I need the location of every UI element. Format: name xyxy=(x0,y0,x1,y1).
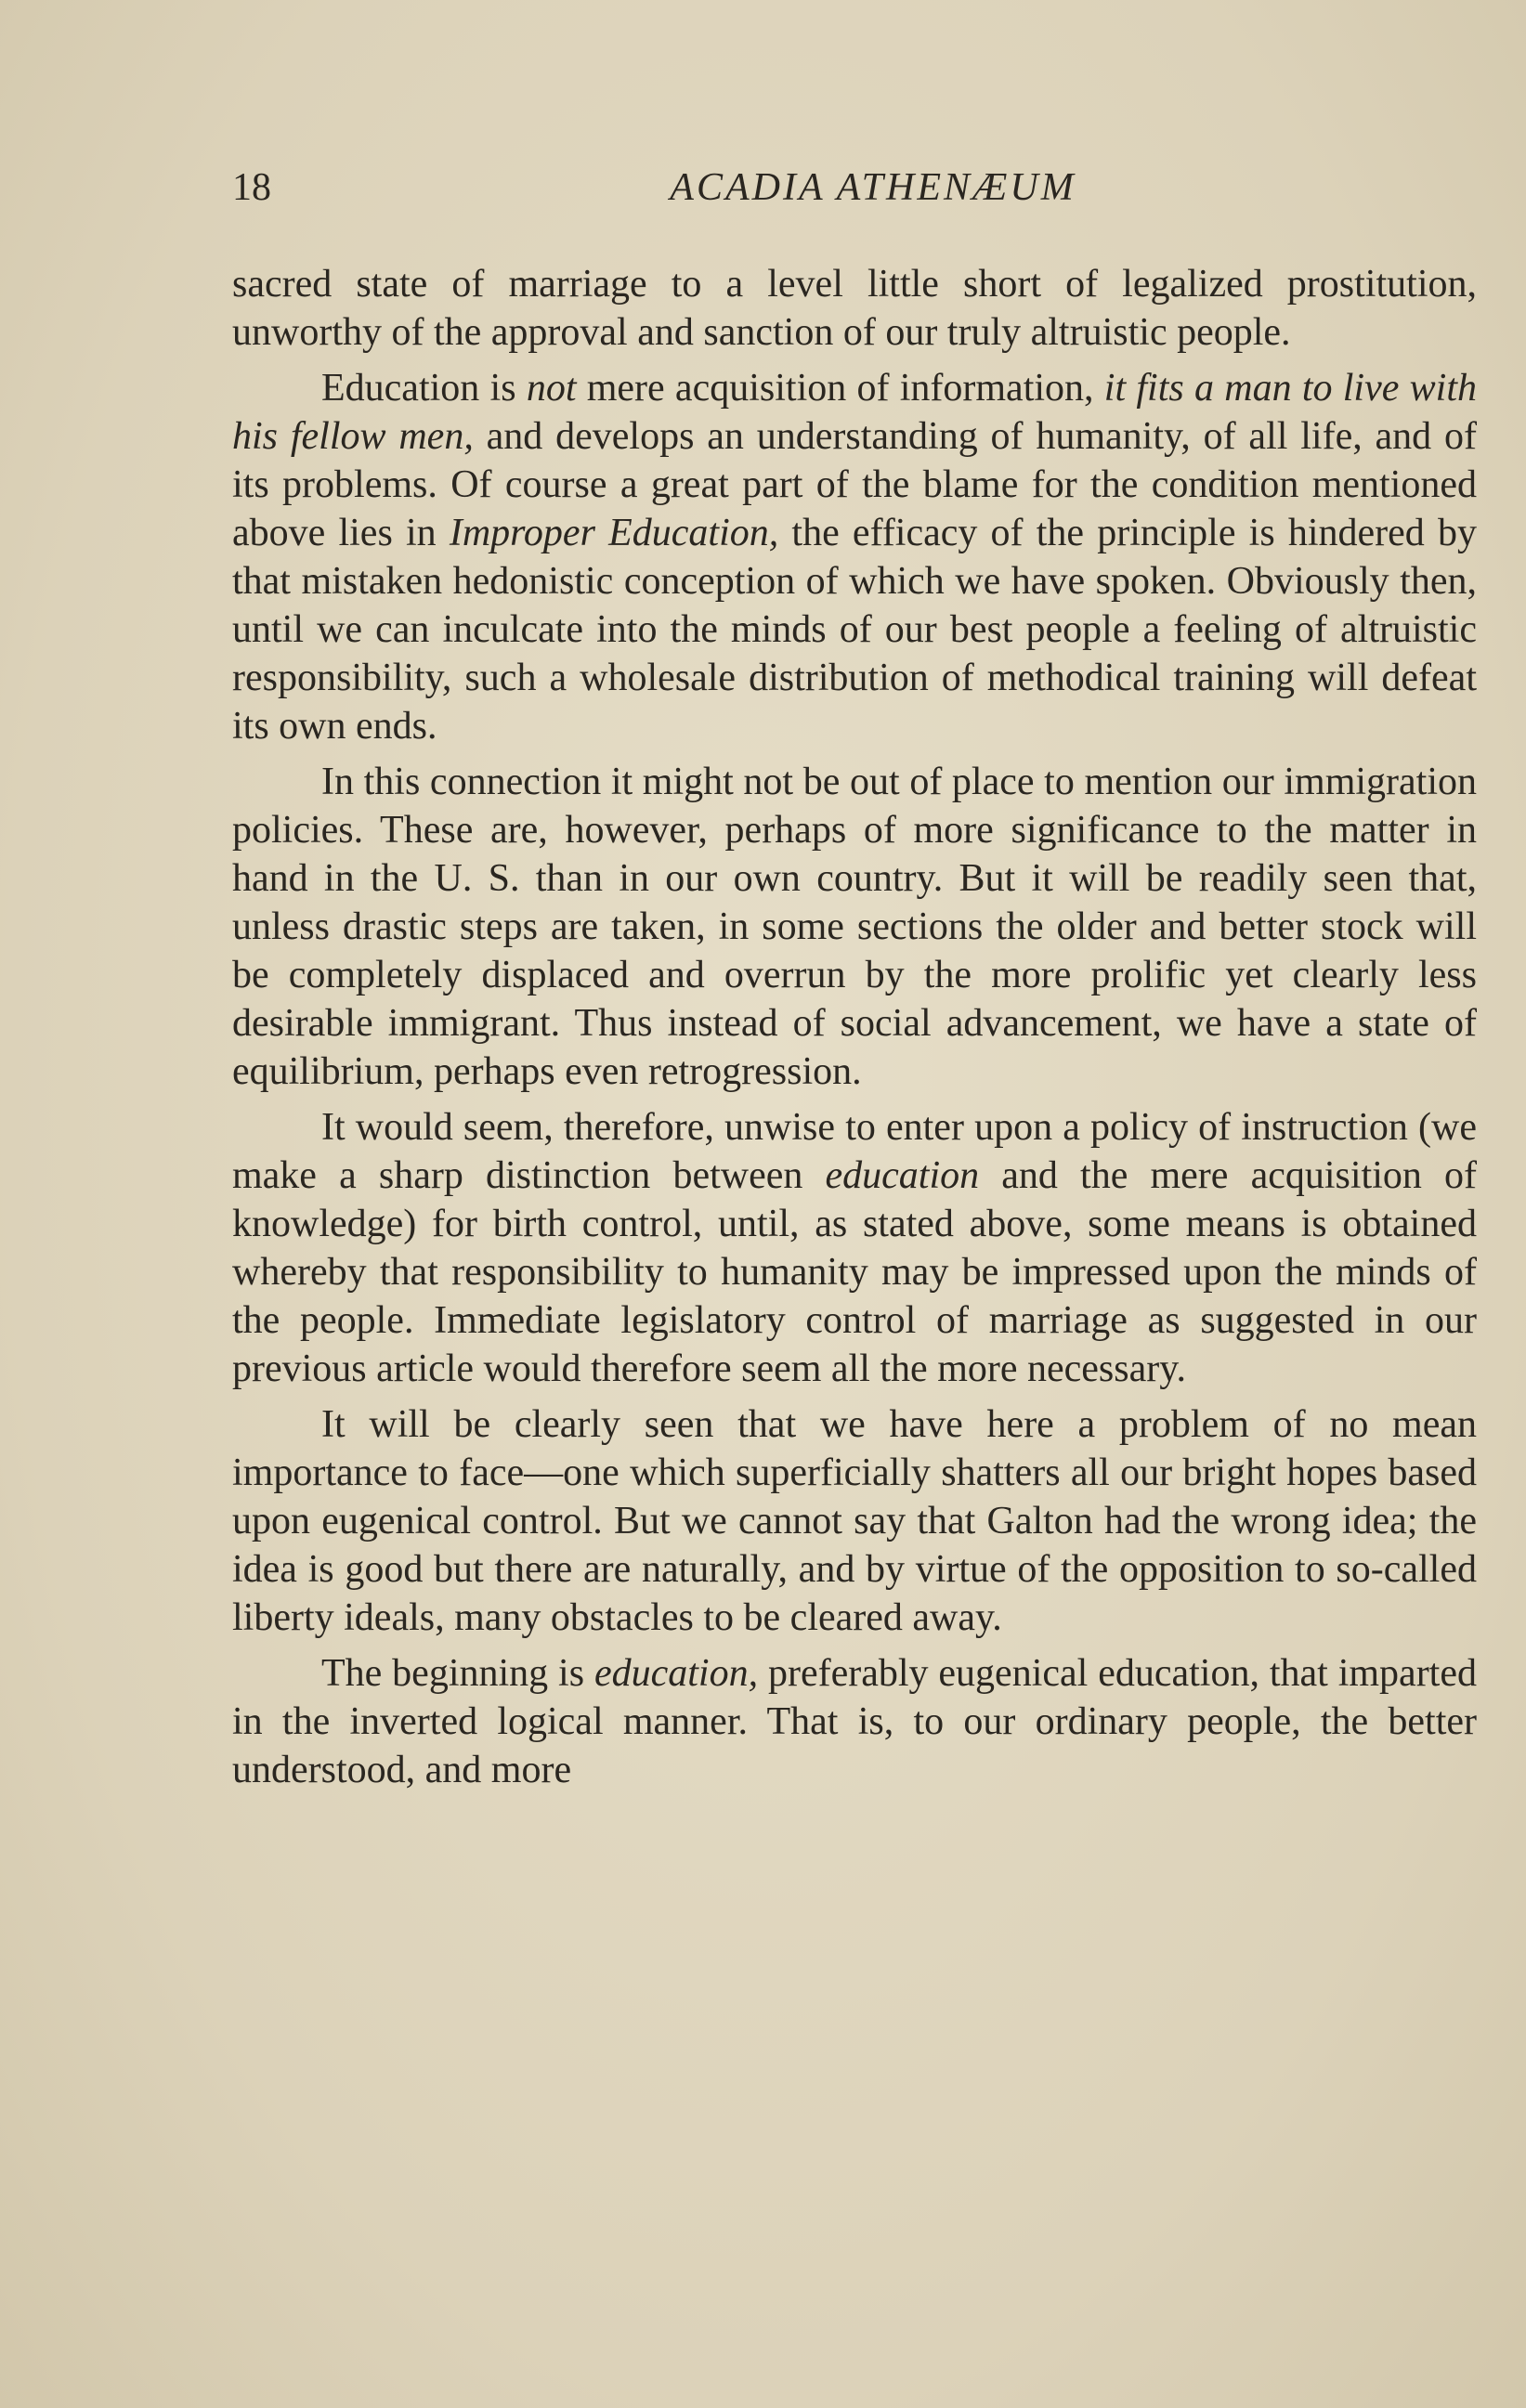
italic-text: Improper Education, xyxy=(449,512,779,554)
paragraph xyxy=(232,758,1477,1096)
text-run: Education is xyxy=(321,367,527,410)
text-run: It would seem, therefore, unwise to enter upon a policy of instruction (we make a sharp distinction between xyxy=(232,1106,1477,1197)
article-body xyxy=(232,260,1477,1802)
text-run: and develops an understanding of humanity, of all life, and of its problems. Of course a great part of the blame for the condition mentioned above lies in xyxy=(232,415,1478,554)
text-run: preferably eugenical education, that imparted in the inverted logical manner. That is, to our ordinary people, the better understood, and more xyxy=(232,1652,1477,1791)
page-header xyxy=(232,165,1477,221)
paragraph xyxy=(232,1649,1477,1794)
paragraph xyxy=(232,260,1477,357)
italic-text: it fits a man to live with his fellow men, xyxy=(232,367,1477,458)
page-number: 18 xyxy=(232,166,271,209)
paragraph xyxy=(232,1400,1477,1642)
text-run: In this connection it might not be out of place to mention our immigration policies. These are, however, perhaps of more significance to the matter in hand in the U. S. than in our own country. But it will be readily seen that, unless drastic steps are taken, in some sections the older and better stock will be completely displaced and overrun by the more prolific yet clearly less desirable immigrant. Thus instead of social advancement, we have a state of equilibrium, perhaps even retrogression. xyxy=(232,761,1477,1093)
paragraph xyxy=(232,364,1477,750)
italic-text: not xyxy=(526,367,577,410)
paragraph xyxy=(232,1103,1477,1393)
text-run: the efficacy of the principle is hindered by that mistaken hedonistic conception of which we have spoken. Obviously then, until we can inculcate into the minds of our best people a feeling of altruistic responsibility, such a wholesale distribution of methodical training will defeat its own ends. xyxy=(232,512,1477,748)
text-run: mere acquisition of information, xyxy=(576,367,1104,410)
text-run: The beginning is xyxy=(321,1652,594,1695)
text-run: It will be clearly seen that we have here a problem of no mean importance to face—one which superficially shatters all our bright hopes based upon eugenical control. But we cannot say that Galton had the wrong idea; the idea is good but there are naturally, and by virtue of the opposition to so-called liberty ideals, many obstacles to be cleared away. xyxy=(232,1403,1477,1639)
running-title: ACADIA ATHENÆUM xyxy=(670,166,1076,209)
italic-text: education, xyxy=(593,1652,759,1695)
italic-text: education xyxy=(825,1154,980,1197)
text-run: and the mere acquisition of knowledge) for birth control, until, as stated above, some means is obtained whereby that responsibility to humanity may be impressed upon the minds of the people. Immediate legislatory control of marriage as suggested in our previous article would therefore seem all the more necessary. xyxy=(232,1154,1478,1390)
text-run: sacred state of marriage to a level little short of legalized prostitution, unworthy of the approval and sanction of our truly altruistic people. xyxy=(232,263,1477,354)
